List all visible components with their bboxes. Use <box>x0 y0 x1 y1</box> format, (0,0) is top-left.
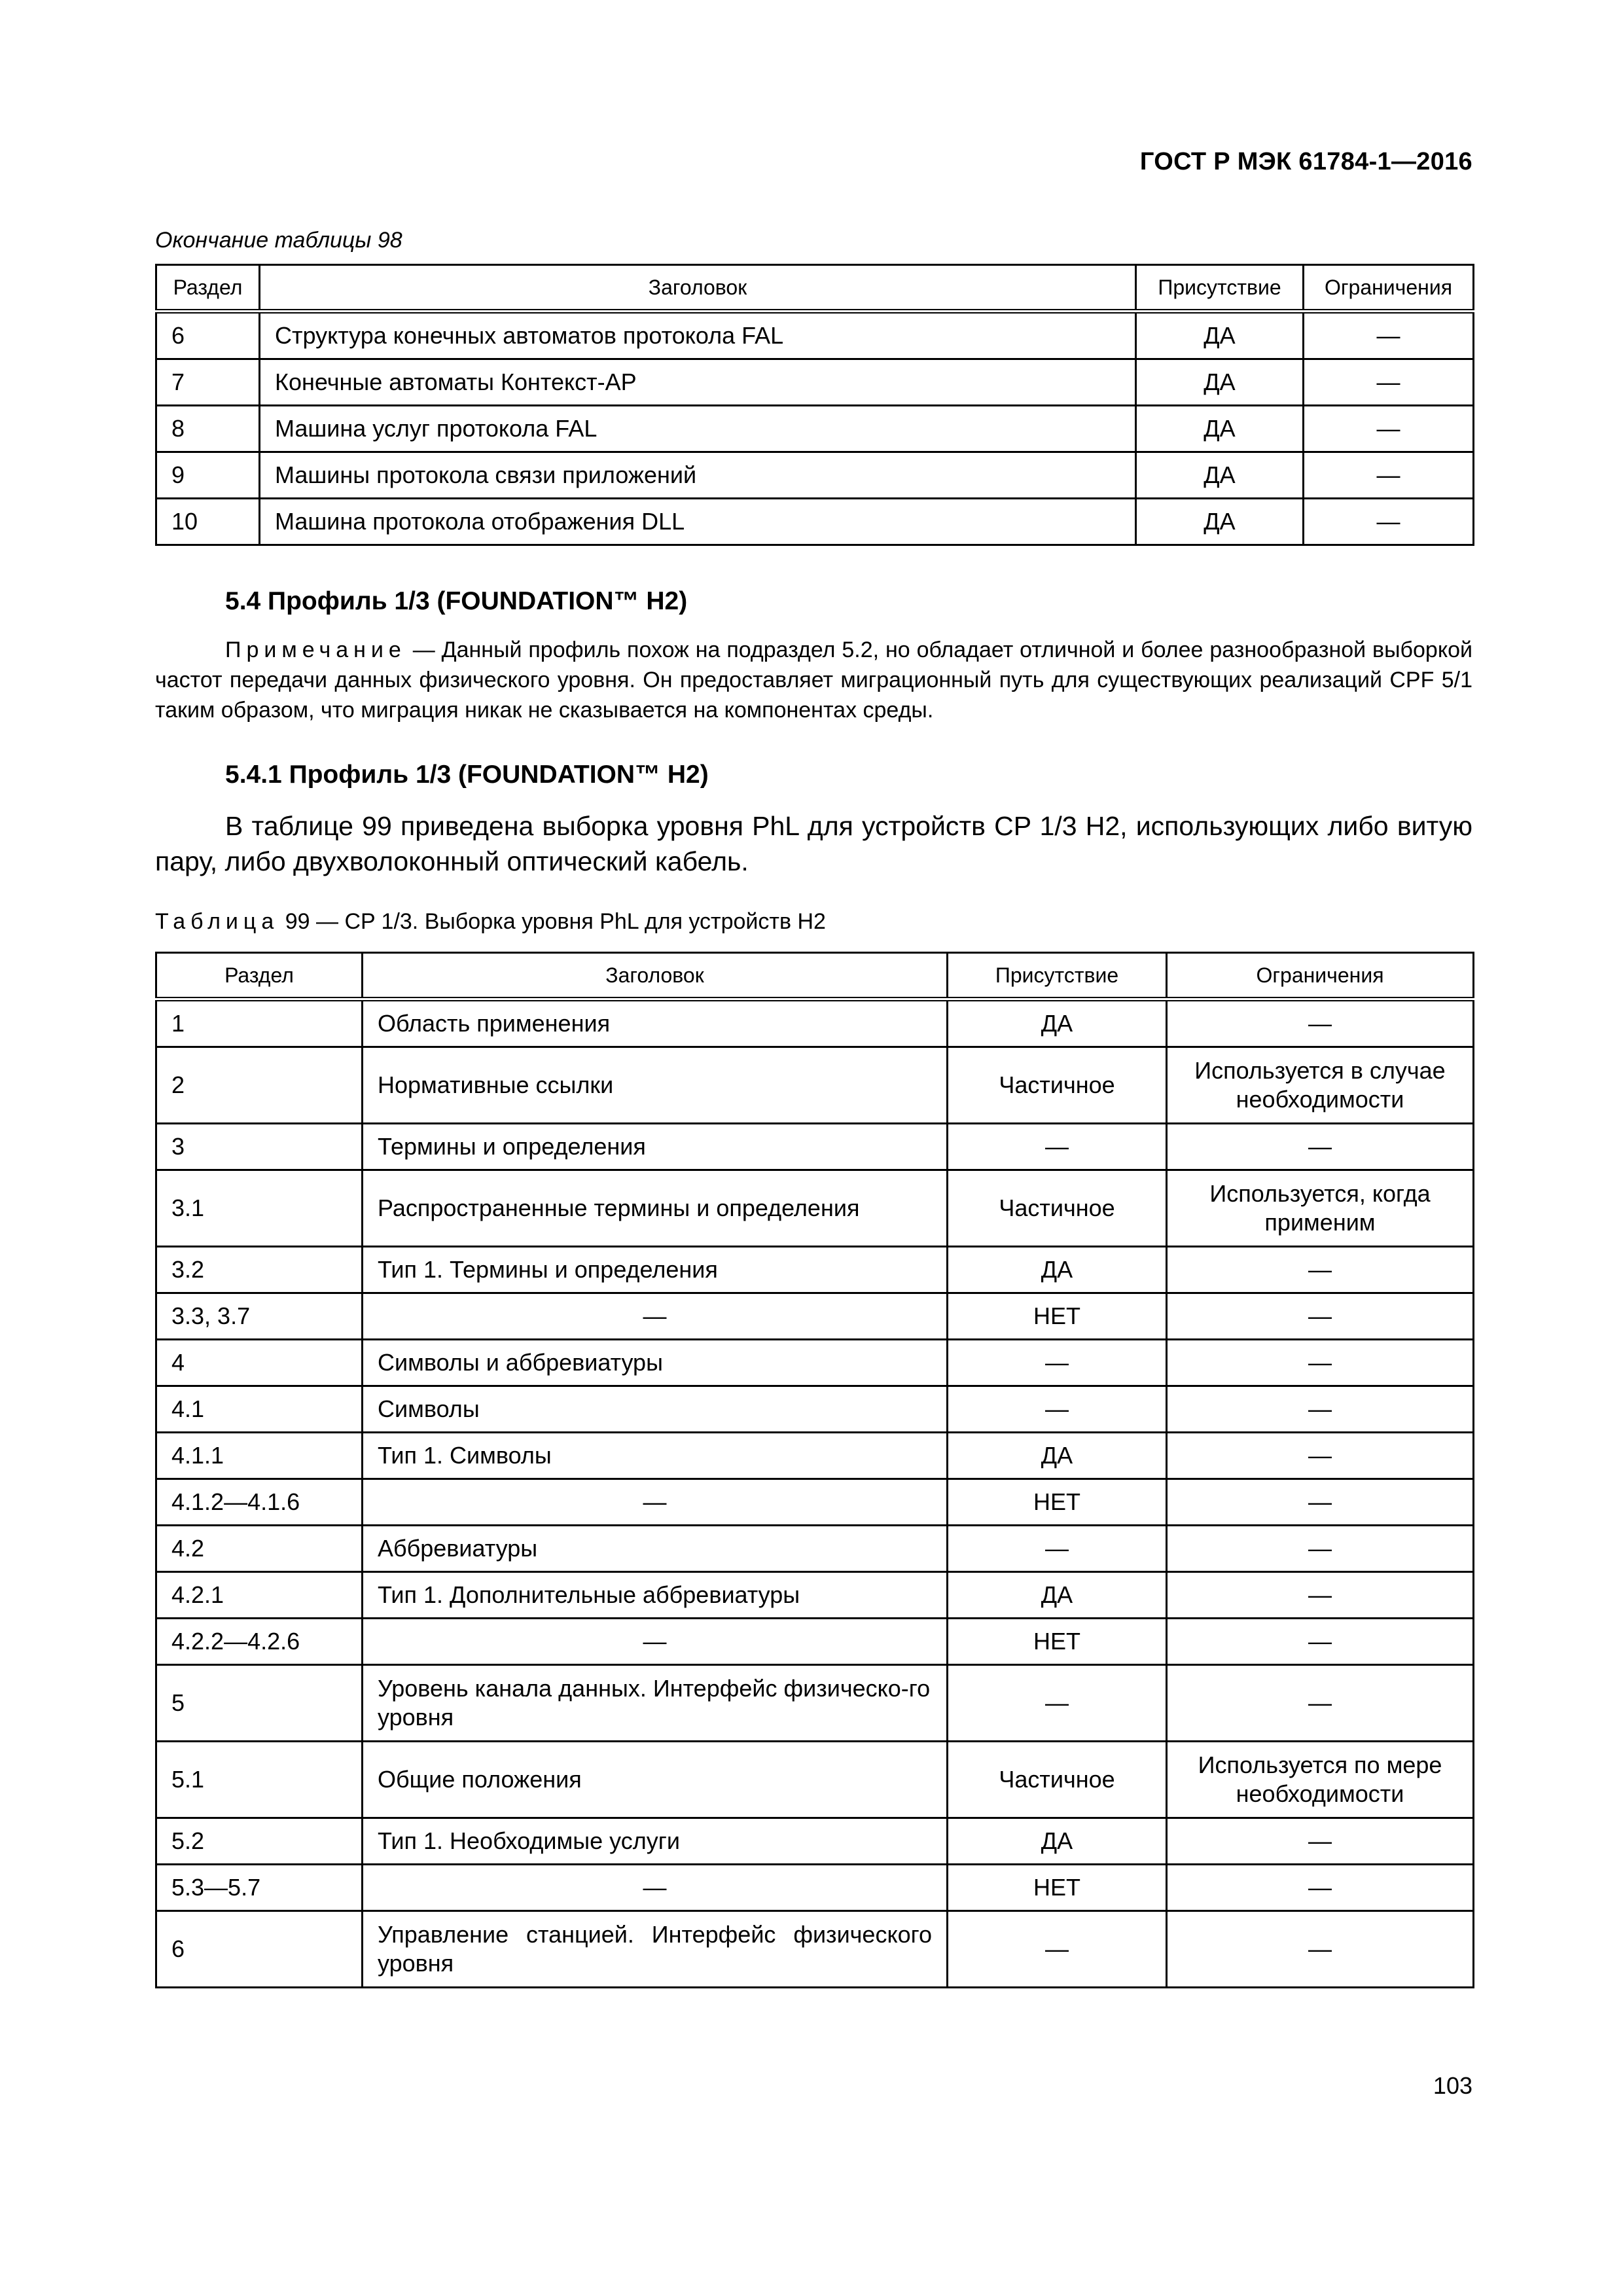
cell-constraints: — <box>1304 359 1474 406</box>
cell-presence: — <box>948 1340 1167 1386</box>
cell-constraints: — <box>1167 1619 1474 1665</box>
table99-header-row <box>156 953 1474 999</box>
cell-presence: ДА <box>948 1572 1167 1619</box>
cell-title: — <box>363 1479 948 1526</box>
cell-section: 5.2 <box>156 1818 363 1865</box>
note-text: — Данный профиль похож на подраздел 5.2, но обладает отличной и более разнообразной выборкой частот передачи данных физического уровня. Он предоставляет миграционный путь для существующих реализаций CPF 5/1 таким образом, что миграция никак не сказывается на компонентах среды. <box>155 637 1472 723</box>
cell-constraints: — <box>1304 312 1474 359</box>
cell-constraints: — <box>1167 1526 1474 1572</box>
cell-presence: — <box>948 1665 1167 1742</box>
table-row <box>156 1572 1474 1619</box>
cell-title: — <box>363 1865 948 1911</box>
cell-constraints: — <box>1304 499 1474 545</box>
cell-section: 4.2.2—4.2.6 <box>156 1619 363 1665</box>
cell-section: 5 <box>156 1665 363 1742</box>
cell-constraints: Используется по мере необходимости <box>1167 1742 1474 1818</box>
cell-section: 4.2.1 <box>156 1572 363 1619</box>
cell-constraints: Используется, когда применим <box>1167 1170 1474 1247</box>
cell-presence: — <box>948 1386 1167 1433</box>
table-99 <box>155 952 1474 1988</box>
table-row <box>156 1865 1474 1911</box>
table-98 <box>155 264 1474 546</box>
table-row <box>156 359 1474 406</box>
table-row <box>156 1742 1474 1818</box>
cell-constraints: — <box>1167 1340 1474 1386</box>
table-row <box>156 1479 1474 1526</box>
table-row <box>156 1340 1474 1386</box>
cell-section: 10 <box>156 499 260 545</box>
col-header-constraints: Ограничения <box>1304 265 1474 312</box>
cell-section: 4.1 <box>156 1386 363 1433</box>
cell-presence: ДА <box>948 1433 1167 1479</box>
cell-title: Термины и определения <box>363 1124 948 1170</box>
cell-title: Тип 1. Термины и определения <box>363 1247 948 1293</box>
cell-title: Конечные автоматы Контекст-АР <box>260 359 1136 406</box>
cell-title: Символы <box>363 1386 948 1433</box>
col-header-presence: Присутствие <box>948 953 1167 999</box>
cell-constraints: — <box>1167 1293 1474 1340</box>
cell-section: 3.2 <box>156 1247 363 1293</box>
section-5-4-title: 5.4 Профиль 1/3 (FOUNDATION™ H2) <box>225 587 688 615</box>
cell-presence: — <box>948 1911 1167 1988</box>
cell-section: 3.3, 3.7 <box>156 1293 363 1340</box>
table-row <box>156 1247 1474 1293</box>
cell-section: 6 <box>156 1911 363 1988</box>
table-row <box>156 499 1474 545</box>
cell-constraints: Используется в случае необходимости <box>1167 1047 1474 1124</box>
table-row <box>156 999 1474 1047</box>
cell-presence: ДА <box>948 1247 1167 1293</box>
col-header-section: Раздел <box>156 265 260 312</box>
table-row <box>156 1818 1474 1865</box>
cell-section: 4 <box>156 1340 363 1386</box>
cell-presence: ДА <box>1136 312 1304 359</box>
col-header-section: Раздел <box>156 953 363 999</box>
cell-title: Символы и аббревиатуры <box>363 1340 948 1386</box>
cell-title: Общие положения <box>363 1742 948 1818</box>
cell-presence: ДА <box>1136 499 1304 545</box>
cell-section: 3.1 <box>156 1170 363 1247</box>
table98-caption: Окончание таблицы 98 <box>155 228 402 253</box>
cell-title: Машина услуг протокола FAL <box>260 406 1136 452</box>
cell-section: 8 <box>156 406 260 452</box>
col-header-title: Заголовок <box>363 953 948 999</box>
cell-title: Нормативные ссылки <box>363 1047 948 1124</box>
cell-section: 9 <box>156 452 260 499</box>
cell-constraints: — <box>1167 1386 1474 1433</box>
col-header-constraints: Ограничения <box>1167 953 1474 999</box>
cell-constraints: — <box>1167 999 1474 1047</box>
cell-constraints: — <box>1167 1479 1474 1526</box>
table-row <box>156 406 1474 452</box>
cell-constraints: — <box>1167 1247 1474 1293</box>
cell-title: Аббревиатуры <box>363 1526 948 1572</box>
cell-constraints: — <box>1304 452 1474 499</box>
cell-constraints: — <box>1167 1433 1474 1479</box>
note-label: Примечание <box>225 637 406 662</box>
cell-section: 6 <box>156 312 260 359</box>
cell-title: — <box>363 1619 948 1665</box>
section-5-4-1-paragraph: В таблице 99 приведена выборка уровня PhL для устройств CP 1/3 H2, использующих либо витую пару, либо двухволоконный оптический кабель. <box>155 811 1472 876</box>
cell-presence: — <box>948 1124 1167 1170</box>
cell-presence: ДА <box>948 999 1167 1047</box>
cell-constraints: — <box>1304 406 1474 452</box>
cell-title: Управление станцией. Интерфейс физического уровня <box>363 1911 948 1988</box>
cell-title: Машины протокола связи приложений <box>260 452 1136 499</box>
cell-title: Структура конечных автоматов протокола FAL <box>260 312 1136 359</box>
col-header-title: Заголовок <box>260 265 1136 312</box>
cell-presence: ДА <box>1136 452 1304 499</box>
cell-presence: НЕТ <box>948 1619 1167 1665</box>
cell-constraints: — <box>1167 1865 1474 1911</box>
cell-section: 1 <box>156 999 363 1047</box>
cell-constraints: — <box>1167 1818 1474 1865</box>
cell-presence: ДА <box>948 1818 1167 1865</box>
table-row <box>156 1293 1474 1340</box>
table99-caption-label: Таблица <box>155 909 279 934</box>
cell-title: Область применения <box>363 999 948 1047</box>
table-row <box>156 1619 1474 1665</box>
table98-header-row <box>156 265 1474 312</box>
cell-presence: Частичное <box>948 1047 1167 1124</box>
section-5-4-note <box>155 635 1472 725</box>
col-header-presence: Присутствие <box>1136 265 1304 312</box>
standard-header: ГОСТ Р МЭК 61784-1—2016 <box>1139 148 1472 175</box>
cell-title: Тип 1. Символы <box>363 1433 948 1479</box>
cell-title: Уровень канала данных. Интерфейс физическо-го уровня <box>363 1665 948 1742</box>
cell-presence: НЕТ <box>948 1479 1167 1526</box>
cell-section: 5.3—5.7 <box>156 1865 363 1911</box>
cell-constraints: — <box>1167 1572 1474 1619</box>
cell-presence: ДА <box>1136 359 1304 406</box>
cell-section: 4.1.1 <box>156 1433 363 1479</box>
cell-presence: НЕТ <box>948 1865 1167 1911</box>
table-row <box>156 1526 1474 1572</box>
cell-title: Машина протокола отображения DLL <box>260 499 1136 545</box>
table-row <box>156 1124 1474 1170</box>
table-row <box>156 452 1474 499</box>
cell-presence: Частичное <box>948 1170 1167 1247</box>
cell-section: 4.2 <box>156 1526 363 1572</box>
cell-constraints: — <box>1167 1665 1474 1742</box>
page-number: 103 <box>1433 2072 1472 2099</box>
table-row <box>156 1386 1474 1433</box>
cell-constraints: — <box>1167 1124 1474 1170</box>
cell-section: 7 <box>156 359 260 406</box>
table-row <box>156 312 1474 359</box>
cell-section: 5.1 <box>156 1742 363 1818</box>
cell-presence: Частичное <box>948 1742 1167 1818</box>
table-row <box>156 1433 1474 1479</box>
cell-title: Распространенные термины и определения <box>363 1170 948 1247</box>
cell-section: 3 <box>156 1124 363 1170</box>
cell-presence: — <box>948 1526 1167 1572</box>
cell-title: — <box>363 1293 948 1340</box>
cell-constraints: — <box>1167 1911 1474 1988</box>
table-row <box>156 1047 1474 1124</box>
cell-presence: НЕТ <box>948 1293 1167 1340</box>
table-row <box>156 1170 1474 1247</box>
cell-section: 4.1.2—4.1.6 <box>156 1479 363 1526</box>
section-5-4-1-title: 5.4.1 Профиль 1/3 (FOUNDATION™ H2) <box>225 761 709 789</box>
table99-caption-text: 99 — CP 1/3. Выборка уровня PhL для устройств H2 <box>279 909 826 934</box>
table99-caption <box>155 909 826 935</box>
table-row <box>156 1911 1474 1988</box>
cell-presence: ДА <box>1136 406 1304 452</box>
cell-title: Тип 1. Дополнительные аббревиатуры <box>363 1572 948 1619</box>
cell-section: 2 <box>156 1047 363 1124</box>
table-row <box>156 1665 1474 1742</box>
cell-title: Тип 1. Необходимые услуги <box>363 1818 948 1865</box>
